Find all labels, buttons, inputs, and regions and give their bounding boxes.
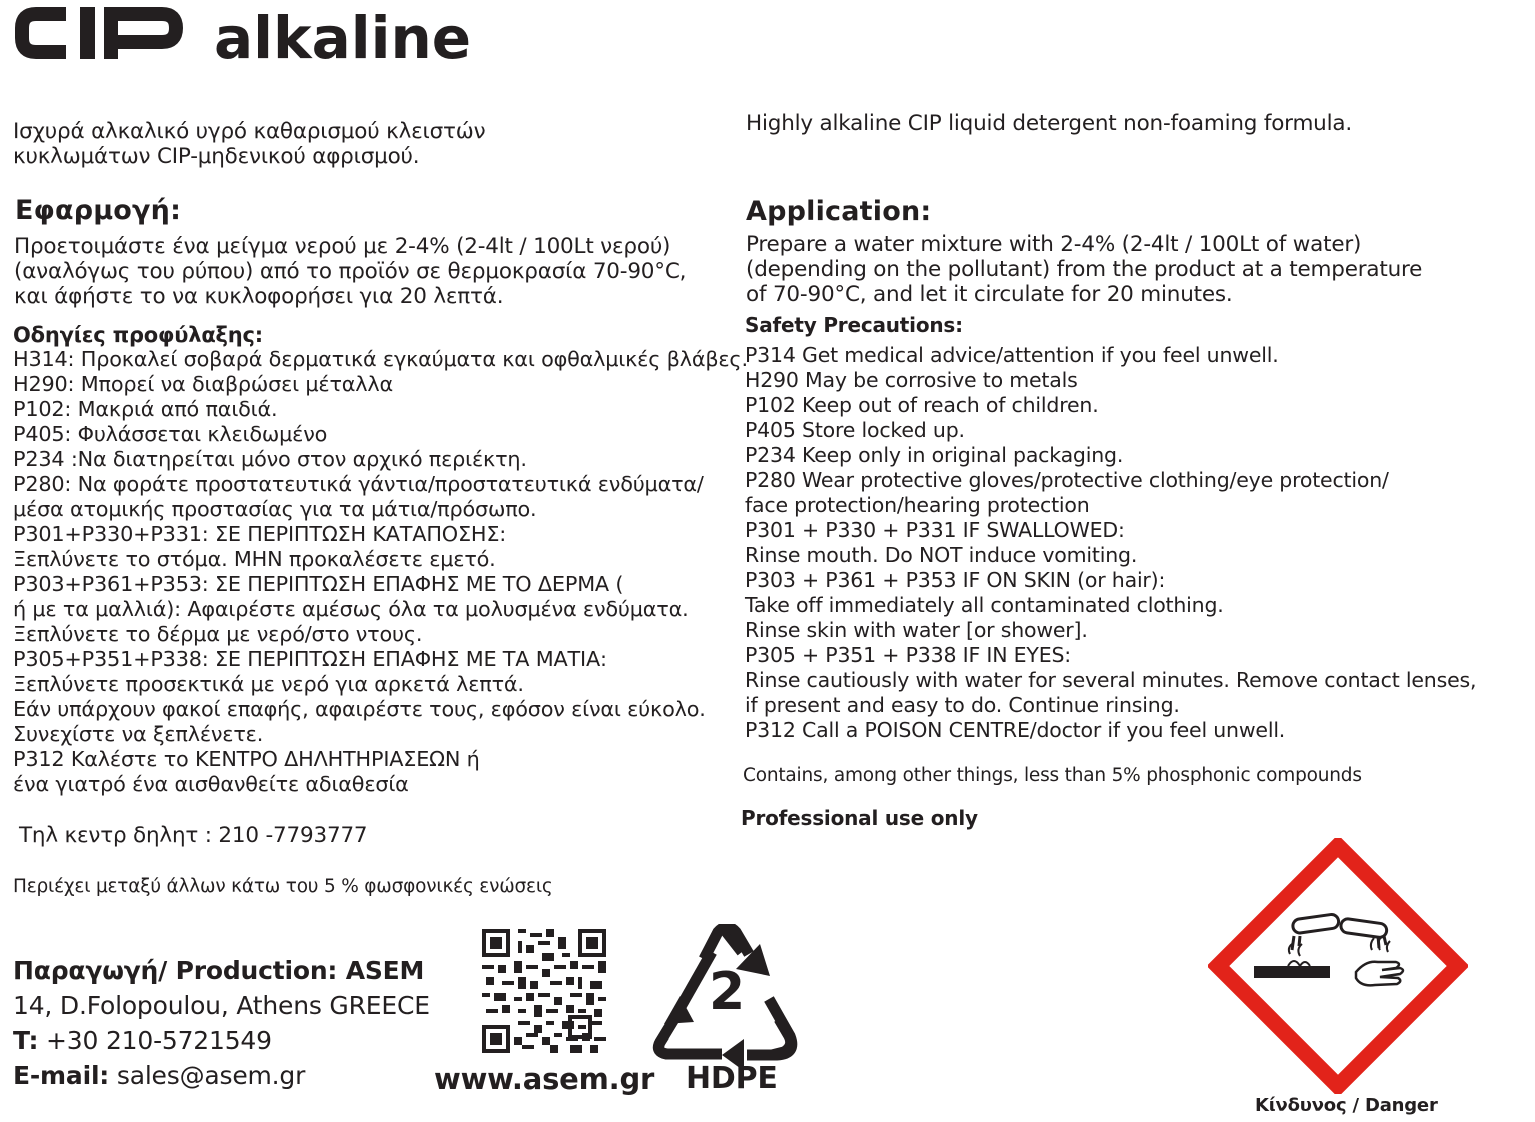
hazard-signal-word: Κίνδυνος / Danger <box>1255 1095 1438 1116</box>
greek-intro <box>13 119 485 169</box>
english-safety-line: P102 Keep out of reach of children. <box>745 393 1099 417</box>
production-phone <box>13 1026 272 1056</box>
recycling-symbol <box>652 924 802 1069</box>
greek-safety-line: H314: Προκαλεί σοβαρά δερματικά εγκαύματα και οφθαλμικές βλάβες. <box>13 347 748 371</box>
cip-logo-icon <box>14 4 199 62</box>
english-safety-line: Rinse skin with water [or shower]. <box>745 618 1088 642</box>
phone-label: T: <box>13 1026 39 1055</box>
greek-application-title: Εφαρμογή: <box>15 195 182 226</box>
professional-use-note: Professional use only <box>741 806 978 830</box>
greek-intro-line: Ισχυρά αλκαλικό υγρό καθαρισμού κλειστών <box>13 119 486 144</box>
english-safety-line: if present and easy to do. Continue rinsing. <box>745 693 1180 717</box>
english-safety-line: P314 Get medical advice/attention if you feel unwell. <box>745 343 1279 367</box>
website-link[interactable]: www.asem.gr <box>434 1062 655 1096</box>
english-safety-line: Rinse cautiously with water for several minutes. Remove contact lenses, <box>745 668 1477 692</box>
greek-application-line: (αναλόγως του ρύπου) από το προϊόν σε θερμοκρασία 70-90°C, <box>14 259 687 284</box>
poison-centre-phone: Τηλ κεντρ δηλητ : 210 -7793777 <box>19 823 368 848</box>
greek-safety-line: Ξεπλύνετε προσεκτικά με νερό για αρκετά λεπτά. <box>13 672 524 696</box>
english-safety-line: P305 + P351 + P338 IF IN EYES: <box>745 643 1072 667</box>
english-safety-line: P234 Keep only in original packaging. <box>745 443 1124 467</box>
qr-code-icon <box>482 929 606 1053</box>
email-address: sales@asem.gr <box>109 1061 306 1090</box>
greek-safety-line: H290: Μπορεί να διαβρώσει μέταλλα <box>13 372 394 396</box>
greek-safety-line: μέσα ατομικής προστασίας για τα μάτια/πρόσωπο. <box>13 497 537 521</box>
hazard-pictogram <box>1208 838 1468 1094</box>
production-title: Παραγωγή/ Production: ASEM <box>13 956 425 985</box>
recycling-number: 2 <box>709 962 745 1022</box>
greek-safety-line: P280: Να φοράτε προστατευτικά γάντια/προστατευτικά ενδύματα/ <box>13 472 704 496</box>
english-safety-list <box>745 343 1476 743</box>
english-safety-line: P303 + P361 + P353 IF ON SKIN (or hair): <box>745 568 1166 592</box>
english-application-text <box>746 232 1422 307</box>
english-contains: Contains, among other things, less than 5% phosphonic compounds <box>743 765 1362 786</box>
greek-intro-line: κυκλωμάτων CIP-μηδενικού αφρισμού. <box>13 144 420 169</box>
greek-safety-line: Συνεχίστε να ξεπλένετε. <box>13 722 264 746</box>
greek-application-text <box>14 234 686 309</box>
greek-safety-line: P102: Μακριά από παιδιά. <box>13 397 278 421</box>
greek-safety-line: Ξεπλύνετε το στόμα. ΜΗΝ προκαλέσετε εμετό. <box>13 547 496 571</box>
english-safety-line: H290 May be corrosive to metals <box>745 368 1078 392</box>
greek-safety-line: Εάν υπάρχουν φακοί επαφής, αφαιρέστε τους, εφόσον είναι εύκολο. <box>13 697 706 721</box>
greek-application-line: Προετοιμάστε ένα μείγμα νερού με 2-4% (2-4lt / 100Lt νερού) <box>14 234 671 259</box>
greek-safety-line: P312 Καλέστε το ΚΕΝΤΡΟ ΔΗΛΗΤΗΡΙΑΣΕΩΝ ή <box>13 747 480 771</box>
english-safety-line: P301 + P330 + P331 IF SWALLOWED: <box>745 518 1125 542</box>
english-safety-line: P312 Call a POISON CENTRE/doctor if you feel unwell. <box>745 718 1286 742</box>
production-email <box>13 1061 305 1091</box>
greek-safety-list <box>13 347 748 797</box>
greek-safety-line: P405: Φυλάσσεται κλειδωμένο <box>13 422 328 446</box>
greek-safety-line: ένα γιατρό ένα αισθανθείτε αδιαθεσία <box>13 772 409 796</box>
greek-safety-title: Οδηγίες προφύλαξης: <box>13 323 263 347</box>
corrosion-icon <box>1208 838 1468 1094</box>
english-safety-line: Rinse mouth. Do NOT induce vomiting. <box>745 543 1138 567</box>
greek-safety-line: P303+P361+P353: ΣΕ ΠΕΡΙΠΤΩΣΗ ΕΠΑΦΗΣ ΜΕ ΤΟ ΔΕΡΜΑ ( <box>13 572 624 596</box>
product-name: alkaline <box>214 4 472 72</box>
production-address: 14, D.Folopoulou, Athens GREECE <box>13 991 430 1020</box>
english-application-line: (depending on the pollutant) from the product at a temperature <box>746 257 1423 282</box>
greek-application-line: και άφήστε το να κυκλοφορήσει για 20 λεπτά. <box>14 284 504 309</box>
greek-safety-line: P234 :Να διατηρείται μόνο στον αρχικό περιέκτη. <box>13 447 527 471</box>
english-safety-line: P280 Wear protective gloves/protective clothing/eye protection/ <box>745 468 1389 492</box>
recycling-material: HDPE <box>686 1061 778 1096</box>
english-safety-line: P405 Store locked up. <box>745 418 965 442</box>
english-application-line: Prepare a water mixture with 2-4% (2-4lt / 100Lt of water) <box>746 232 1362 257</box>
greek-contains: Περιέχει μεταξύ άλλων κάτω του 5 % φωσφονικές ενώσεις <box>13 876 553 897</box>
english-safety-line: face protection/hearing protection <box>745 493 1090 517</box>
qr-code <box>482 929 606 1053</box>
phone-number: +30 210-5721549 <box>38 1026 272 1055</box>
english-application-title: Application: <box>746 196 932 227</box>
brand-logo <box>14 4 199 62</box>
greek-safety-line: P301+P330+P331: ΣΕ ΠΕΡΙΠΤΩΣΗ ΚΑΤΑΠΟΣΗΣ: <box>13 522 507 546</box>
greek-safety-line: Ξεπλύνετε το δέρμα με νερό/στο ντους. <box>13 622 423 646</box>
greek-safety-line: ή με τα μαλλιά): Αφαιρέστε αμέσως όλα τα μολυσμένα ενδύματα. <box>13 597 689 621</box>
email-label: E-mail: <box>13 1061 110 1090</box>
english-safety-title: Safety Precautions: <box>745 313 963 337</box>
english-intro: Highly alkaline CIP liquid detergent non-foaming formula. <box>746 111 1352 136</box>
greek-safety-line: P305+P351+P338: ΣΕ ΠΕΡΙΠΤΩΣΗ ΕΠΑΦΗΣ ΜΕ ΤΑ ΜΑΤΙΑ: <box>13 647 607 671</box>
english-application-line: of 70-90°C, and let it circulate for 20 minutes. <box>746 282 1233 307</box>
english-safety-line: Take off immediately all contaminated clothing. <box>745 593 1224 617</box>
